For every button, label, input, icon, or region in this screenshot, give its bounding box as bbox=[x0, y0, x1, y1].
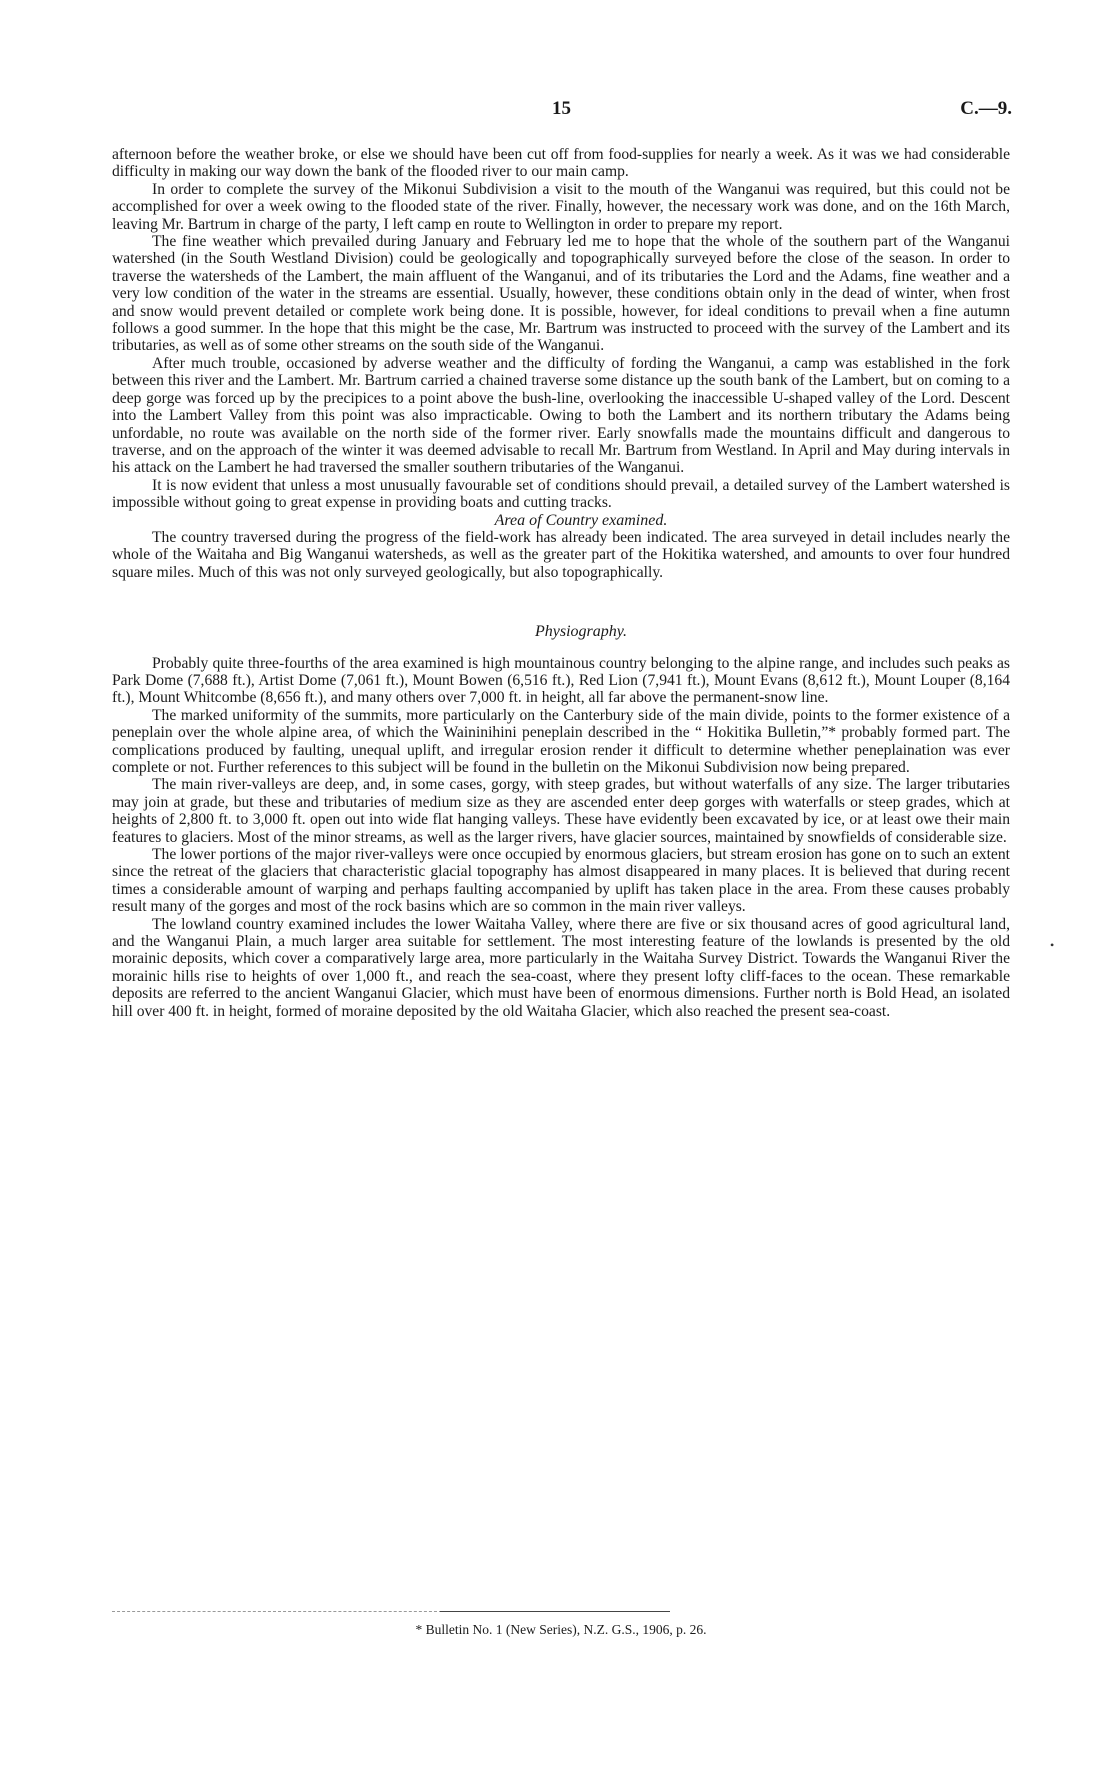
page-number: 15 bbox=[552, 98, 571, 119]
paragraph: The fine weather which prevailed during January and February led me to hope that the whole of the southern part of the Wanganui watershed (in the South Westland Division) could be geologically and topographically surveyed before the close of the season. In order to traverse the watersheds of the Lambert, the main affluent of the Wanganui, and of its tributaries the Lord and the Adams, fine weather and a very low condition of the water in the streams are essential. Usually, however, these conditions obtain only in the dead of winter, when frost and snow would prevent detailed or complete work being done. It is possible, however, for ideal conditions to prevail when a fine autumn follows a good summer. In the hope that this might be the case, Mr. Bartrum was instructed to proceed with the survey of the Lambert and its tributaries, as well as of some other streams on the south side of the Wanganui. bbox=[112, 233, 1010, 355]
paragraph: Probably quite three-fourths of the area examined is high mountainous country belonging to the alpine range, and includes such peaks as Park Dome (7,688 ft.), Artist Dome (7,061 ft.), Mount Bowen (6,516 ft.), Red Lion (7,941 ft.), Mount Evans (8,612 ft.), Mount Louper (8,164 ft.), Mount Whitcombe (8,656 ft.), and many others over 7,000 ft. in height, all far above the permanent-snow line. bbox=[112, 654, 1010, 707]
paragraph: The country traversed during the progress of the field-work has already been indicated. The area surveyed in detail includes nearly the whole of the Waitaha and Big Wanganui watersheds, as well as the greater part of the Hokitika watershed, and amounts to over four hundred square miles. Much of this was not only surveyed geologically, but also topographically. bbox=[112, 528, 1010, 581]
paragraph: After much trouble, occasioned by adverse weather and the difficulty of fording the Wanganui, a camp was established in the fork between this river and the Lambert. Mr. Bartrum carried a chained traverse some distance up the south bank of the Lambert, but on coming to a deep gorge was forced up by the precipices to a point above the bush-line, overlooking the inaccessible U-shaped valley of the Lord. Descent into the Lambert Valley from this point was also impracticable. Owing to both the Lambert and its northern tributary the Adams being unfordable, no route was available on the north side of the former river. Early snowfalls made the mountains difficult and dangerous to traverse, and on the approach of the winter it was deemed advisable to recall Mr. Bartrum from Westland. In April and May during intervals in his attack on the Lambert he had traversed the smaller southern tributaries of the Wanganui. bbox=[112, 354, 1010, 477]
section-heading-area: Area of Country examined. bbox=[494, 511, 668, 529]
paragraph: The main river-valleys are deep, and, in some cases, gorgy, with steep grades, but without waterfalls of any size. The larger tributaries may join at grade, but these and tributaries of medium size as they are ascended enter deep gorges with waterfalls or steep grades, which at heights of 2,800 ft. to 3,000 ft. open out into wide flat hanging valleys. These have evidently been excavated by ice, or at least owe their main features to glaciers. Most of the minor streams, as well as the larger rivers, have glacier sources, maintained by snowfields of considerable size. bbox=[112, 776, 1010, 846]
paragraph: The lowland country examined includes the lower Waitaha Valley, where there are five or six thousand acres of good agricultural land, and the Wanganui Plain, a much larger area suitable for settlement. The most interesting feature of the lowlands is presented by the old morainic deposits, which cover a comparatively large area, more particularly in the Waitaha Survey District. Towards the Wanganui River the morainic hills rise to heights of over 1,000 ft., and reach the sea-coast, where they present lofty cliff-faces to the ocean. These remarkable deposits are referred to the ancient Wanganui Glacier, which must have been of enormous dimensions. Further north is Bold Head, an isolated hill over 400 ft. in height, formed of moraine deposited by the old Waitaha Glacier, which also reached the present sea-coast. bbox=[112, 915, 1010, 1020]
footnote-divider-dashed bbox=[112, 1611, 442, 1612]
paragraph: It is now evident that unless a most unusually favourable set of conditions should prevail, a detailed survey of the Lambert watershed is impossible without going to great expense in providing boats and cutting tracks. bbox=[112, 476, 1010, 512]
margin-dot-mark: • bbox=[1050, 938, 1055, 952]
text-column bbox=[112, 146, 1010, 1020]
paragraph: The lower portions of the major river-valleys were once occupied by enormous glaciers, but stream erosion has gone on to such an extent since the retreat of the glaciers that characteristic glacial topography has almost disappeared in many places. It is believed that during recent times a considerable amount of warping and perhaps faulting accompanied by uplift has taken place in the area. From these causes probably result many of the gorges and most of the rock basins which are so common in the main river valleys. bbox=[112, 846, 1010, 916]
page-header bbox=[112, 98, 1012, 128]
paragraph: The marked uniformity of the summits, more particularly on the Canterbury side of the main divide, points to the former existence of a peneplain over the whole alpine area, of which the Waininihini peneplain described in the “ Hokitika Bulletin,”* probably formed part. The complications produced by faulting, unequal uplift, and irregular erosion render it difficult to determine whether peneplaination was ever complete or not. Further references to this subject will be found in the bulletin on the Mikonui Subdivision now being prepared. bbox=[112, 706, 1010, 776]
footnote: * Bulletin No. 1 (New Series), N.Z. G.S., 1906, p. 26. bbox=[415, 1622, 707, 1637]
section-heading-physiography: Physiography. bbox=[535, 623, 627, 641]
paragraph: In order to complete the survey of the Mikonui Subdivision a visit to the mouth of the Wanganui was required, but this could not be accomplished for over a week owing to the flooded state of the river. Finally, however, the necessary work was done, and on the 16th March, leaving Mr. Bartrum in charge of the party, I left camp en route to Wellington in order to prepare my report. bbox=[112, 180, 1010, 233]
document-reference: C.—9. bbox=[960, 98, 1012, 119]
paragraph: afternoon before the weather broke, or else we should have been cut off from food-supplies for nearly a week. As it was we had considerable difficulty in making our way down the bank of the flooded river to our main camp. bbox=[112, 146, 1010, 181]
footnote-divider bbox=[440, 1611, 670, 1612]
